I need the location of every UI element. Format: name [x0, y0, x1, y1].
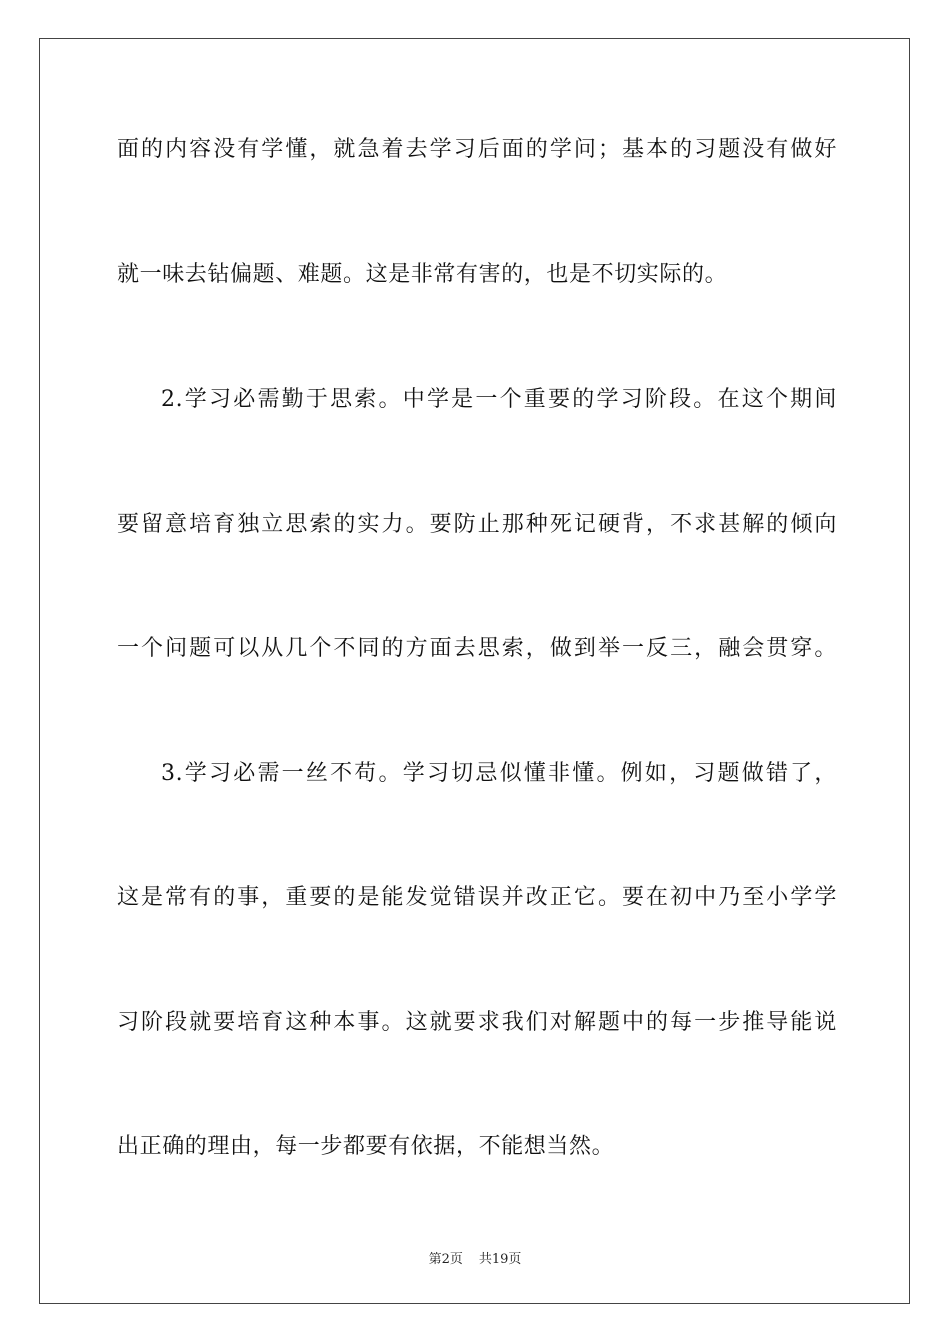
page-border — [39, 38, 910, 1304]
body-text-line: 面的内容没有学懂，就急着去学习后面的学问；基本的习题没有做好 — [117, 137, 837, 162]
body-text-line: 就一味去钻偏题、难题。这是非常有害的，也是不切实际的。 — [117, 262, 728, 287]
body-text-line: 要留意培育独立思索的实力。要防止那种死记硬背，不求甚解的倾向 — [117, 512, 837, 537]
body-text-line: 这是常有的事，重要的是能发觉错误并改正它。要在初中乃至小学学 — [117, 885, 837, 910]
body-text-line: 一个问题可以从几个不同的方面去思索，做到举一反三，融会贯穿。 — [117, 636, 837, 661]
page-number: 第2页 — [428, 1252, 463, 1267]
body-text-line: 习阶段就要培育这种本事。这就要求我们对解题中的每一步推导能说 — [117, 1010, 837, 1035]
page-footer — [0, 1248, 950, 1267]
body-text-line: 3.学习必需一丝不苟。学习切忌似懂非懂。例如，习题做错了， — [161, 761, 837, 786]
page-total: 共19页 — [478, 1252, 522, 1267]
body-text-line: 2.学习必需勤于思索。中学是一个重要的学习阶段。在这个期间 — [161, 387, 837, 412]
body-text-line: 出正确的理由，每一步都要有依据，不能想当然。 — [117, 1134, 615, 1159]
